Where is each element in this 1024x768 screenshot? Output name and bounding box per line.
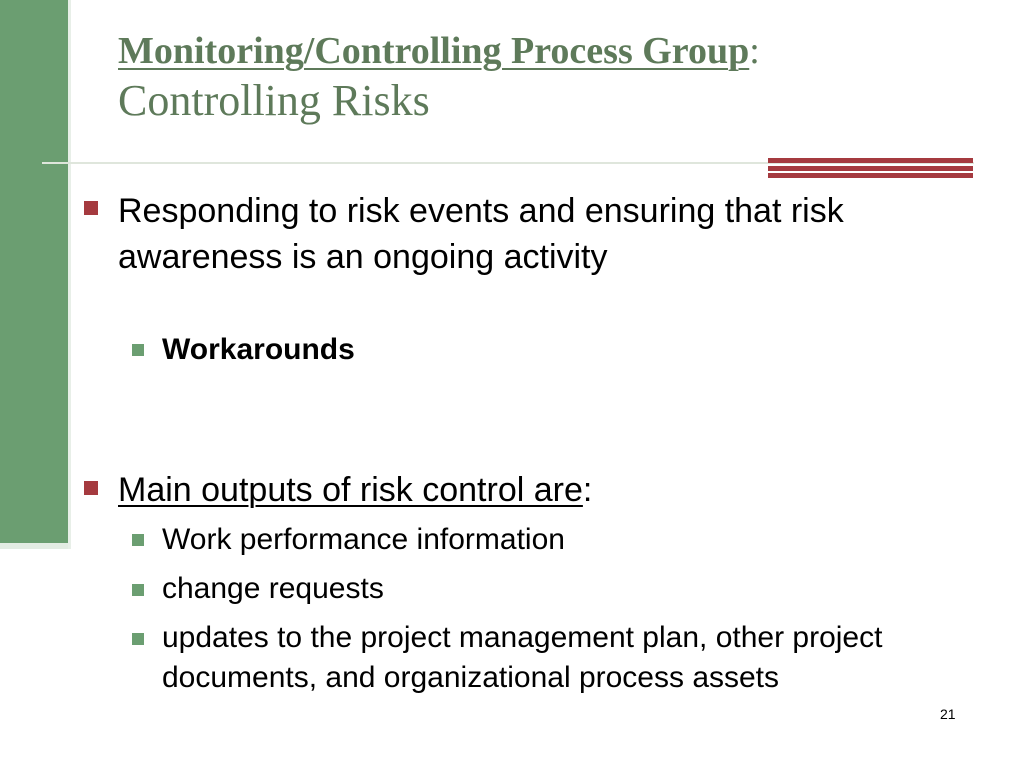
sidebar-edge	[68, 0, 71, 549]
bullet-text-line: Responding to risk events and ensuring that risk	[118, 192, 844, 230]
bullet-marker	[84, 201, 98, 215]
sub-bullet-marker	[132, 534, 144, 546]
accent-stripe	[768, 166, 973, 171]
sub-bullet-marker	[132, 344, 144, 356]
title-line-2: Controlling Risks	[118, 75, 430, 125]
sidebar-band	[0, 0, 68, 543]
page-number: 21	[940, 706, 956, 722]
slide-title	[118, 30, 998, 126]
title-underlined-text: Monitoring/Controlling Process Group	[118, 30, 750, 72]
sub-bullet-text: Work performance information	[162, 523, 565, 556]
sub-bullet-text-line: documents, and organizational process assets	[162, 661, 780, 694]
accent-stripes	[768, 158, 973, 179]
bullet-text	[118, 188, 844, 280]
sub-bullet-marker	[132, 633, 144, 645]
sub-bullet-text-line: updates to the project management plan, other project	[162, 621, 883, 654]
sub-bullet-text: Workarounds	[162, 333, 355, 366]
title-line-1	[118, 30, 998, 74]
accent-stripe	[768, 173, 973, 178]
sub-bullet-text: change requests	[162, 572, 384, 605]
bullet-text-line: awareness is an ongoing activity	[118, 238, 608, 276]
title-colon: :	[749, 30, 760, 72]
bullet-text	[118, 467, 592, 513]
sidebar-shadow	[0, 543, 68, 549]
sub-bullet-marker	[132, 584, 144, 596]
accent-stripe	[768, 158, 973, 163]
bullet-colon: :	[582, 471, 593, 509]
bullet-marker	[84, 481, 98, 495]
bullet-underlined-text: Main outputs of risk control are	[118, 471, 583, 509]
sub-bullet-text	[162, 618, 882, 698]
